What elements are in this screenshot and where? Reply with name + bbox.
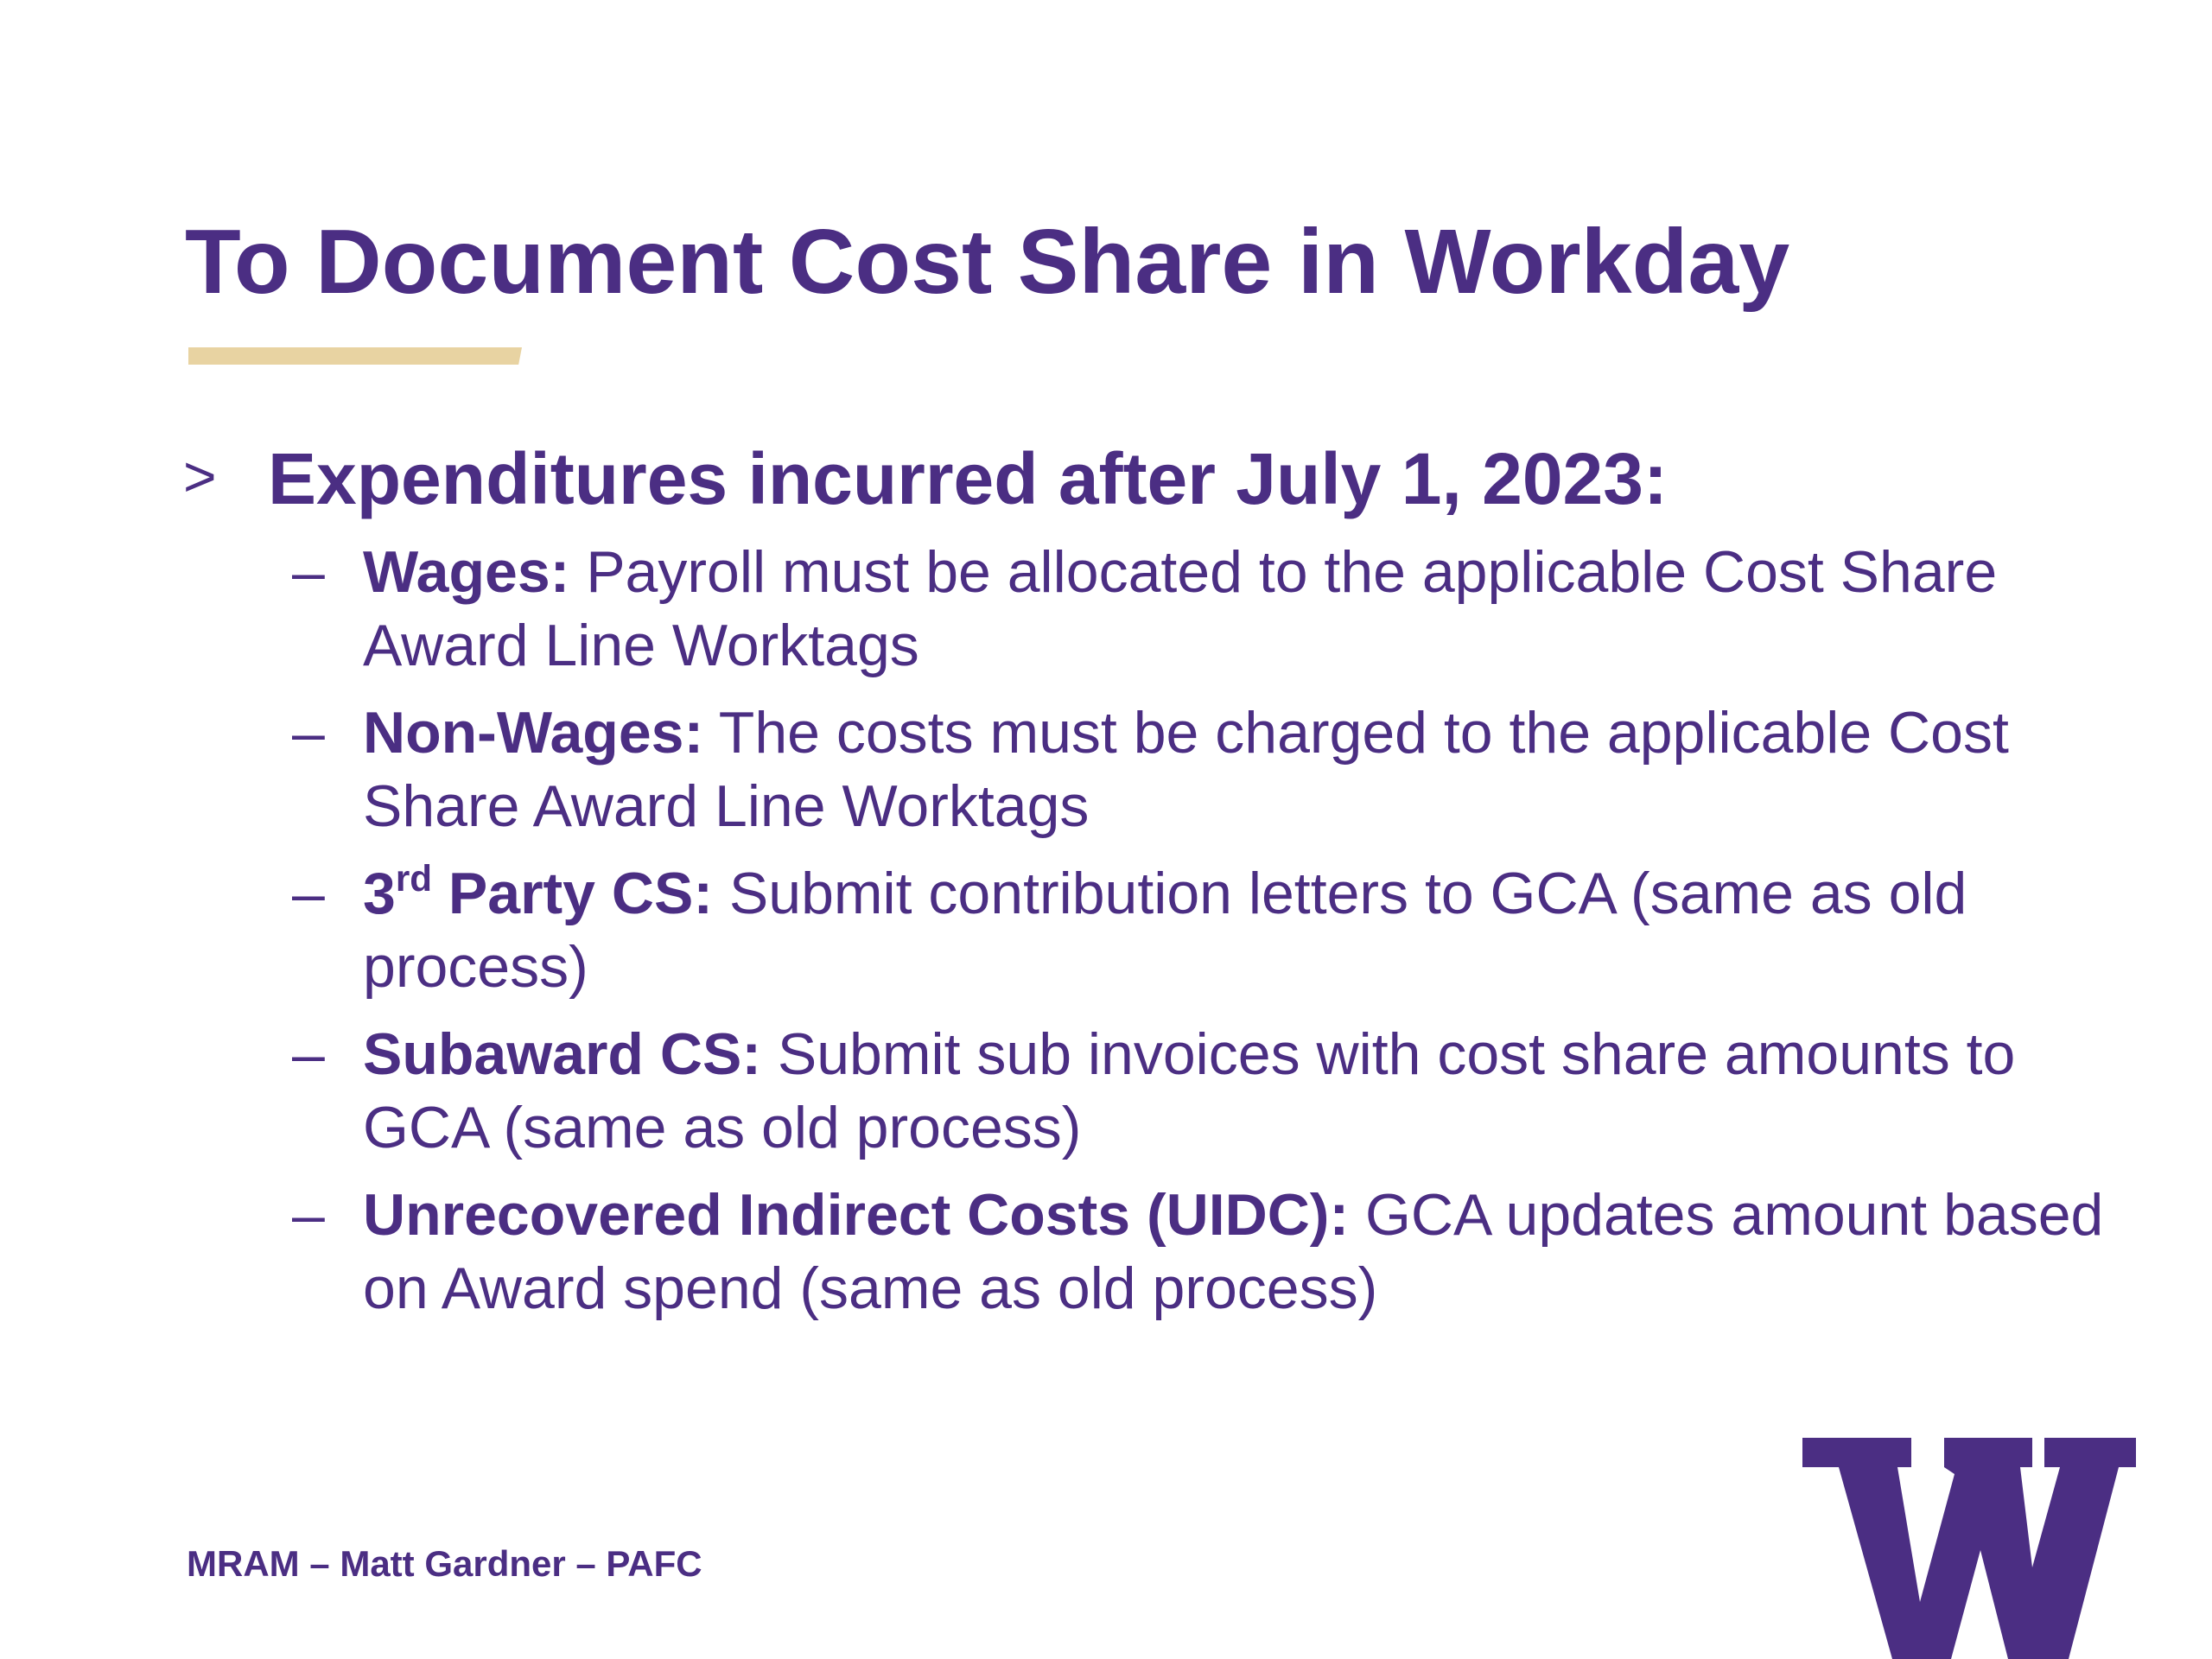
dash-bullet-icon: – <box>292 539 325 605</box>
sub-bullet-third-party <box>292 857 2124 1004</box>
sub-bullet-text: GCA updates amount based on Award spend (same as old process) <box>363 1182 2104 1321</box>
sub-bullet-uidc <box>292 1179 2124 1325</box>
sub-bullet-wages <box>292 536 2124 683</box>
university-w-logo-icon <box>1802 1438 2136 1659</box>
sub-bullet-text: Submit contribution letters to GCA (same as old process) <box>363 861 1967 1000</box>
sub-bullet-lead: Non-Wages: <box>363 700 704 766</box>
sub-bullet-lead: Wages: <box>363 539 570 605</box>
main-bullet-text: Expenditures incurred after July 1, 2023: <box>268 438 1668 519</box>
sub-bullet-text: The costs must be charged to the applicable Cost Share Award Line Worktags <box>363 700 2009 839</box>
sub-bullet-list <box>292 536 2124 1339</box>
lead-number: 3 <box>363 861 396 926</box>
sub-bullet-subaward <box>292 1018 2124 1165</box>
sub-bullet-text: Payroll must be allocated to the applicable Cost Share Award Line Worktags <box>363 539 1998 678</box>
sub-bullet-non-wages <box>292 696 2124 843</box>
title-underline-accent <box>188 347 522 365</box>
sub-bullet-text: Submit sub invoices with cost share amounts to GCA (same as old process) <box>363 1021 2016 1160</box>
sub-bullet-lead <box>363 857 713 926</box>
main-bullet <box>183 435 2101 523</box>
dash-bullet-icon: – <box>292 861 325 926</box>
sub-bullet-lead: Unrecovered Indirect Costs (UIDC): <box>363 1182 1350 1248</box>
dash-bullet-icon: – <box>292 1182 325 1248</box>
slide-title: To Document Cost Share in Workday <box>185 211 1790 313</box>
dash-bullet-icon: – <box>292 700 325 766</box>
lead-label: Party CS: <box>448 861 713 926</box>
sub-bullet-lead: Subaward CS: <box>363 1021 761 1087</box>
lead-superscript: rd <box>395 857 432 899</box>
footer-text: MRAM – Matt Gardner – PAFC <box>187 1543 702 1584</box>
dash-bullet-icon: – <box>292 1021 325 1087</box>
bullet-arrow-icon: > <box>183 444 217 508</box>
